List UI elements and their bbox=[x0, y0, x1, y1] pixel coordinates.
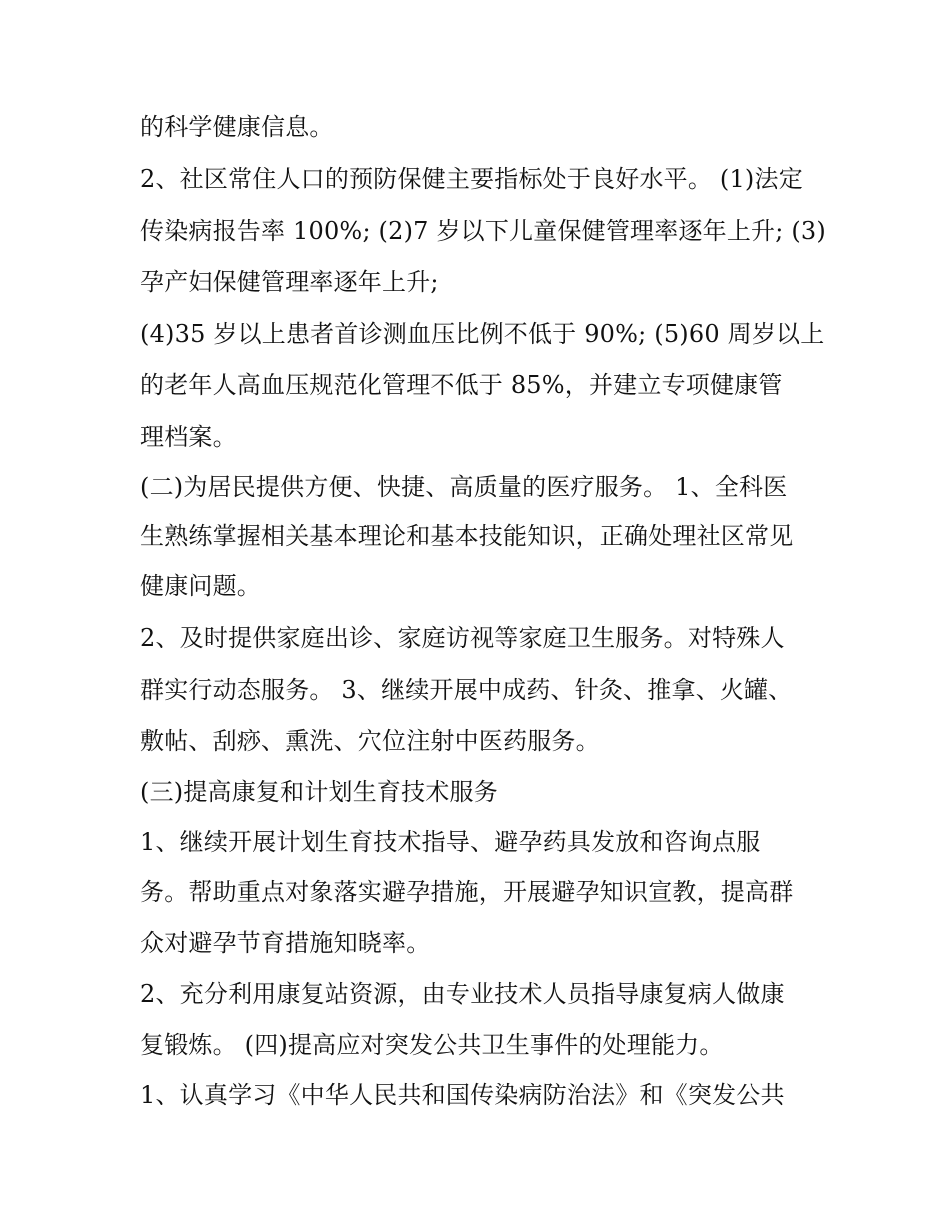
text-line: (三)提高康复和计划生育技术服务 bbox=[140, 778, 498, 806]
text-line: 传染病报告率 100%; (2)7 岁以下儿童保健管理率逐年上升; (3) bbox=[140, 217, 826, 245]
text-line: 敷帖、刮痧、熏洗、穴位注射中医药服务。 bbox=[140, 727, 600, 755]
text-line: 的科学健康信息。 bbox=[140, 113, 334, 141]
text-line: 群实行动态服务。 3、继续开展中成药、针灸、推拿、火罐、 bbox=[140, 676, 793, 704]
text-line: 生熟练掌握相关基本理论和基本技能知识，正确处理社区常见 bbox=[140, 522, 794, 550]
text-line: 1、继续开展计划生育技术指导、避孕药具发放和咨询点服 bbox=[140, 828, 761, 856]
text-line: 的老年人高血压规范化管理不低于 85%，并建立专项健康管 bbox=[140, 371, 783, 399]
text-line: (二)为居民提供方便、快捷、高质量的医疗服务。 1、全科医 bbox=[140, 473, 788, 501]
text-line: (4)35 岁以上患者首诊测血压比例不低于 90%; (5)60 周岁以上 bbox=[140, 320, 825, 348]
text-line: 理档案。 bbox=[140, 423, 237, 451]
text-line: 孕产妇保健管理率逐年上升; bbox=[140, 268, 439, 296]
text-line: 1、认真学习《中华人民共和国传染病防治法》和《突发公共 bbox=[140, 1081, 785, 1109]
text-line: 2、及时提供家庭出诊、家庭访视等家庭卫生服务。对特殊人 bbox=[140, 624, 785, 652]
text-line: 健康问题。 bbox=[140, 572, 261, 600]
text-line: 复锻炼。 (四)提高应对突发公共卫生事件的处理能力。 bbox=[140, 1031, 724, 1059]
text-line: 2、社区常住人口的预防保健主要指标处于良好水平。 (1)法定 bbox=[140, 165, 803, 193]
text-line: 务。帮助重点对象落实避孕措施，开展避孕知识宣教，提高群 bbox=[140, 878, 794, 906]
text-line: 众对避孕节育措施知晓率。 bbox=[140, 929, 431, 957]
text-line: 2、充分利用康复站资源，由专业技术人员指导康复病人做康 bbox=[140, 980, 785, 1008]
